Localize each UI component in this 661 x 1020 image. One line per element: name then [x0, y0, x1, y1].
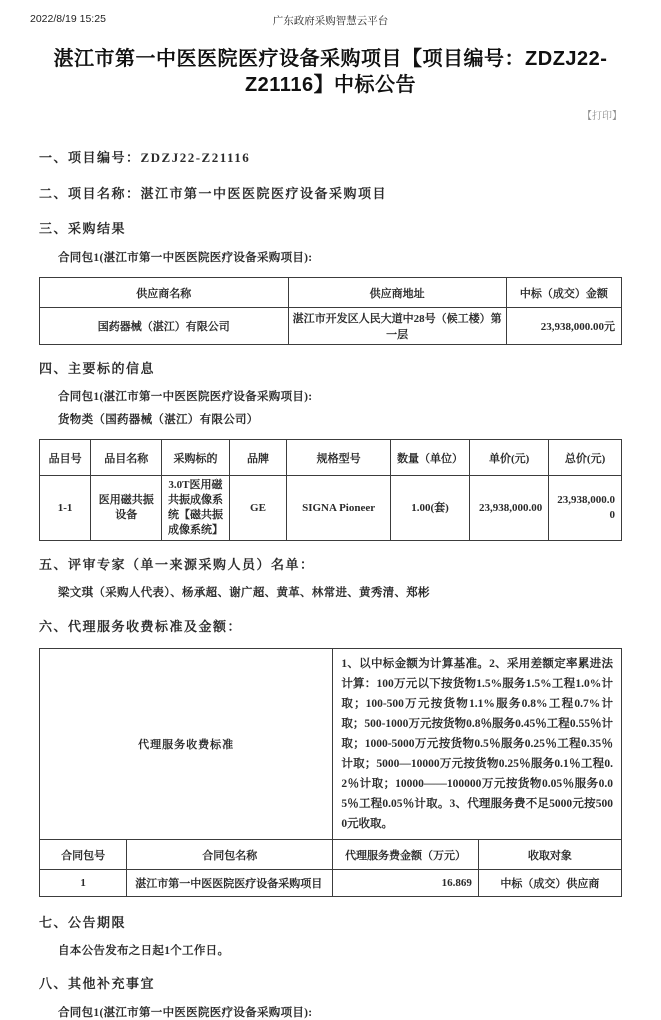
- quantity-cell: 1.00(套): [390, 476, 469, 541]
- items-table-header-row: [40, 440, 622, 476]
- model-cell: SIGNA Pioneer: [287, 476, 391, 541]
- section-procurement-result: 三、采购结果: [39, 221, 127, 236]
- brand-cell: GE: [229, 476, 287, 541]
- print-page-header: [0, 0, 661, 28]
- item-name-header: 品目名称: [91, 440, 162, 476]
- package-no-header: 合同包号: [40, 840, 127, 870]
- print-button-row: [39, 107, 622, 122]
- category-line: 货物类（国药器械（湛江）有限公司）: [58, 414, 259, 426]
- items-table: [39, 439, 622, 541]
- section-main-subject-info: 四、主要标的信息: [39, 361, 156, 376]
- total-price-header: 总价(元): [549, 440, 622, 476]
- fee-payer-cell: 中标（成交）供应商: [478, 870, 621, 897]
- unit-price-header: 单价(元): [470, 440, 549, 476]
- supplier-table-row: [40, 308, 622, 345]
- supplier-table-header-row: [40, 278, 622, 308]
- platform-name: 广东政府采购智慧云平台: [272, 15, 389, 27]
- section-project-name: 二、项目名称：湛江市第一中医医院医疗设备采购项目: [39, 186, 388, 201]
- supplier-name-cell: 国药器械（湛江）有限公司: [40, 308, 289, 345]
- announcement-document: [0, 46, 661, 1020]
- section-other-matters: 八、其他补充事宜: [39, 976, 156, 991]
- package-no-cell: 1: [40, 870, 127, 897]
- item-no-header: 品目号: [40, 440, 91, 476]
- supplier-table: [39, 277, 622, 345]
- supplier-address-cell: 湛江市开发区人民大道中28号（候工楼）第一层: [288, 308, 506, 345]
- experts-names: 梁文琪（采购人代表）、杨承超、谢广超、黄革、林常进、黄秀清、郑彬: [58, 587, 430, 599]
- procurement-subject-cell: 3.0T医用磁共振成像系统【磁共振成像系统】: [162, 476, 230, 541]
- item-name-cell: 医用磁共振设备: [91, 476, 162, 541]
- section-agency-fee: 六、代理服务收费标准及金额：: [39, 619, 243, 634]
- fee-amount-cell: 16.869: [333, 870, 479, 897]
- fee-standard-label: 代理服务收费标准: [40, 649, 333, 840]
- fee-standard-row: [40, 649, 622, 840]
- supplier-name-header: 供应商名称: [40, 278, 289, 308]
- announcement-period-text: 自本公告发布之日起1个工作日。: [58, 945, 230, 957]
- procurement-subject-header: 采购标的: [162, 440, 230, 476]
- package-name-cell: 湛江市第一中医医院医疗设备采购项目: [127, 870, 333, 897]
- fee-payer-header: 收取对象: [478, 840, 621, 870]
- award-amount-header: 中标（成交）金额: [506, 278, 621, 308]
- package-line-result: 合同包1(湛江市第一中医医院医疗设备采购项目):: [58, 252, 313, 264]
- agency-fee-table: [39, 648, 622, 897]
- fee-table-header-row: [40, 840, 622, 870]
- section-project-number: 一、项目编号：ZDZJ22-Z21116: [39, 150, 251, 165]
- quantity-header: 数量（单位）: [390, 440, 469, 476]
- total-price-cell: 23,938,000.00: [549, 476, 622, 541]
- package-line-subject: 合同包1(湛江市第一中医医院医疗设备采购项目):: [58, 391, 313, 403]
- package-line-other: 合同包1(湛江市第一中医医院医疗设备采购项目):: [58, 1007, 313, 1019]
- fee-amount-header: 代理服务费金额（万元）: [333, 840, 479, 870]
- item-no-cell: 1-1: [40, 476, 91, 541]
- fee-table-row: [40, 870, 622, 897]
- print-button[interactable]: 【打印】: [582, 111, 622, 122]
- print-datetime: 2022/8/19 15:25: [30, 13, 106, 25]
- brand-header: 品牌: [229, 440, 287, 476]
- package-name-header: 合同包名称: [127, 840, 333, 870]
- section-review-experts: 五、评审专家（单一来源采购人员）名单：: [39, 557, 315, 572]
- fee-standard-text: 1、以中标金额为计算基准。2、采用差额定率累进法计算：100万元以下按货物1.5%服务1.5%工程1.0%计取；100-500万元按货物1.1%服务0.8%工程0.7%计取；500-1000万元按货物0.8％服务0.45％工程0.55％计取；1000-5000万元按货物0.5％服务0.25％工程0.35％计取；5000—10000万元按货物0.25％服务0.1％工程0.2％计取；10000——100000万元按货物0.05％服务0.05％工程0.05％计取。3、代理服务费不足5000元按5000元收取。: [333, 649, 622, 840]
- award-amount-cell: 23,938,000.00元: [506, 308, 621, 345]
- page-title: 湛江市第一中医医院医疗设备采购项目【项目编号：ZDZJ22-Z21116】中标公告: [53, 48, 608, 96]
- supplier-address-header: 供应商地址: [288, 278, 506, 308]
- items-table-row: [40, 476, 622, 541]
- section-announcement-period: 七、公告期限: [39, 915, 127, 930]
- unit-price-cell: 23,938,000.00: [470, 476, 549, 541]
- model-header: 规格型号: [287, 440, 391, 476]
